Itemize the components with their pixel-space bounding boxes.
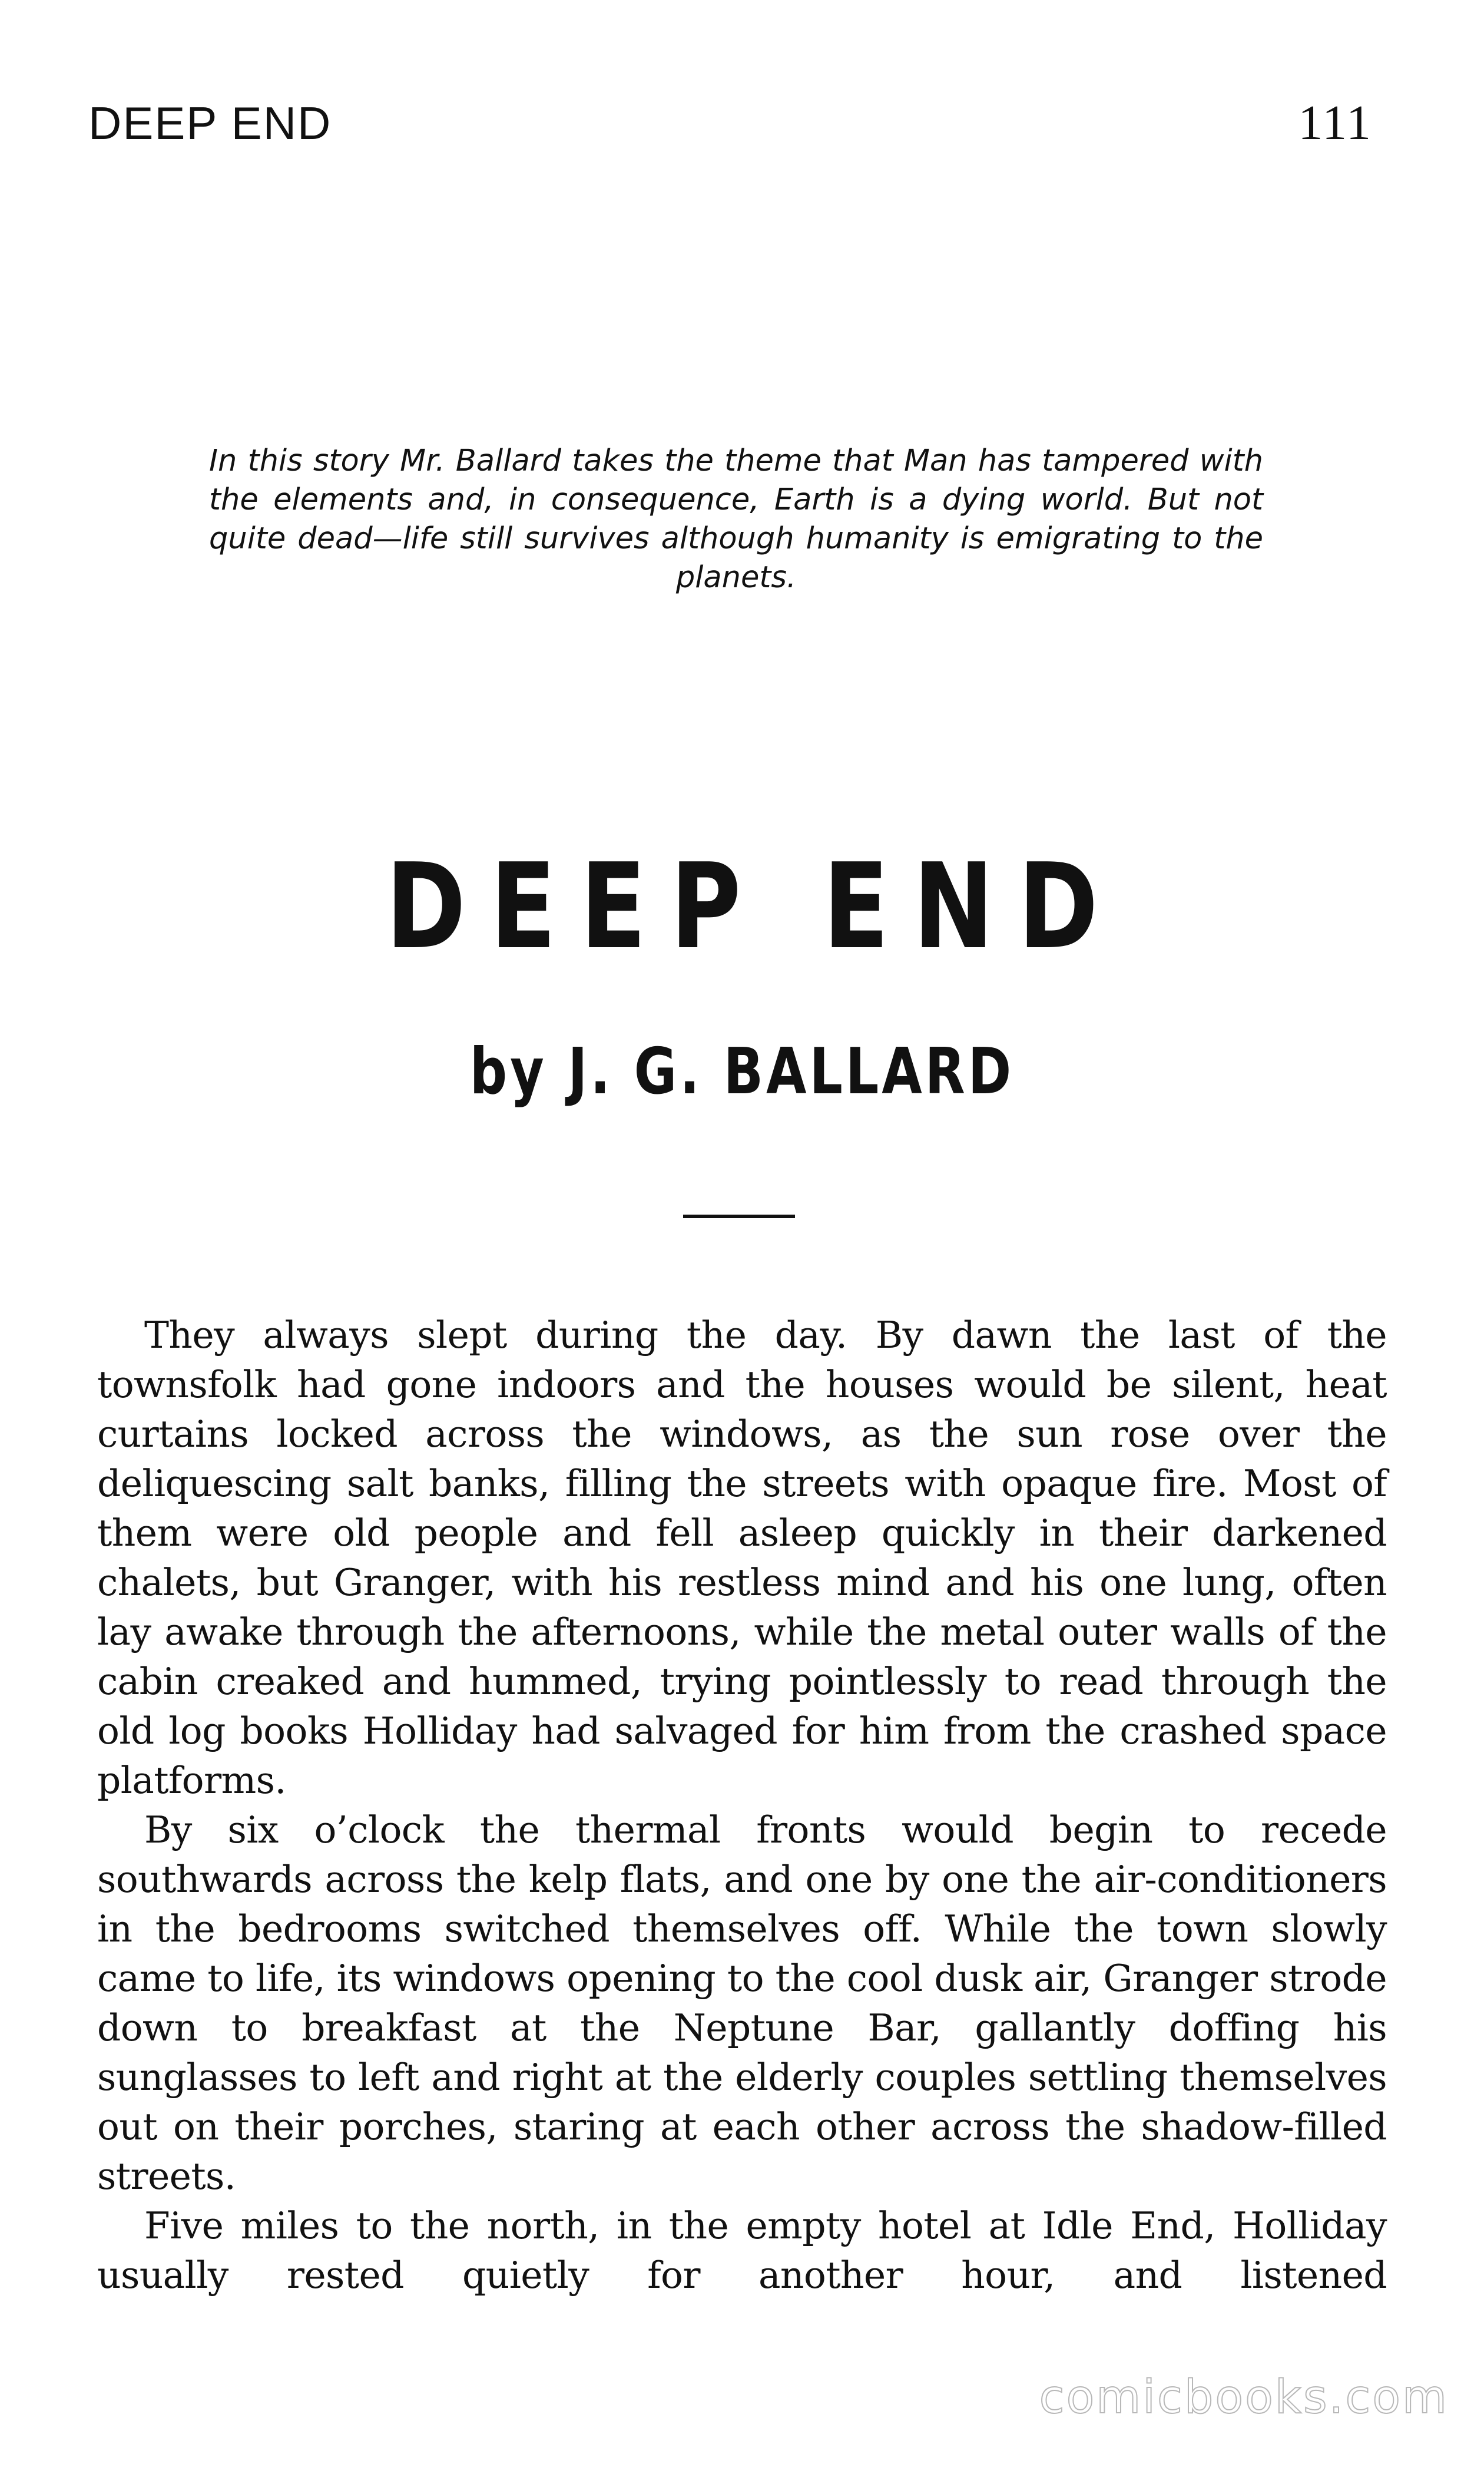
story-paragraph: By six o’clock the thermal fronts would begin to recede southwards across the kelp flats, and one by one the air-conditioners in the bedrooms switched themselves off. While the town slowly came to life, its windows opening to the cool dusk air, Granger strode down to breakfast at the Neptune Bar, gallantly doffing his sunglasses to left and right at the elderly couples settling themselves out on their porches, staring at each other across the shadow-filled streets.	[97, 1808, 1387, 2198]
author-byline: by J. G. BALLARD	[469, 1035, 1015, 1109]
section-divider	[683, 1215, 795, 1218]
story-blurb: In this story Mr. Ballard takes the theme that Man has tampered with the elements and, in consequence, Earth is a dying world. But not quite dead—life still survives although humanity is emigrating to the planets.	[209, 444, 1263, 595]
story-paragraph: They always slept during the day. By dawn the last of the townsfolk had gone indoors and the houses would be silent, heat curtains locked across the windows, as the sun rose over the deliquescing salt banks, filling the streets with opaque fire. Most of them were old people and fell asleep quickly in their darkened chalets, but Granger, with his restless mind and his one lung, often lay awake through the afternoons, while the metal outer walls of the cabin creaked and hummed, trying pointlessly to read through the old log books Holliday had salvaged for him from the crashed space platforms.	[97, 1314, 1387, 1802]
watermark: comicbooks.com	[1039, 2371, 1449, 2424]
running-head	[88, 94, 1372, 151]
story-title: DEEP END	[386, 838, 1122, 975]
story-body	[97, 1311, 1387, 2300]
page-number: 111	[1298, 95, 1372, 150]
running-title: DEEP END	[88, 97, 332, 149]
story-paragraph: Five miles to the north, in the empty hotel at Idle End, Holliday usually rested quietly for another hour, and listened	[97, 2204, 1387, 2297]
